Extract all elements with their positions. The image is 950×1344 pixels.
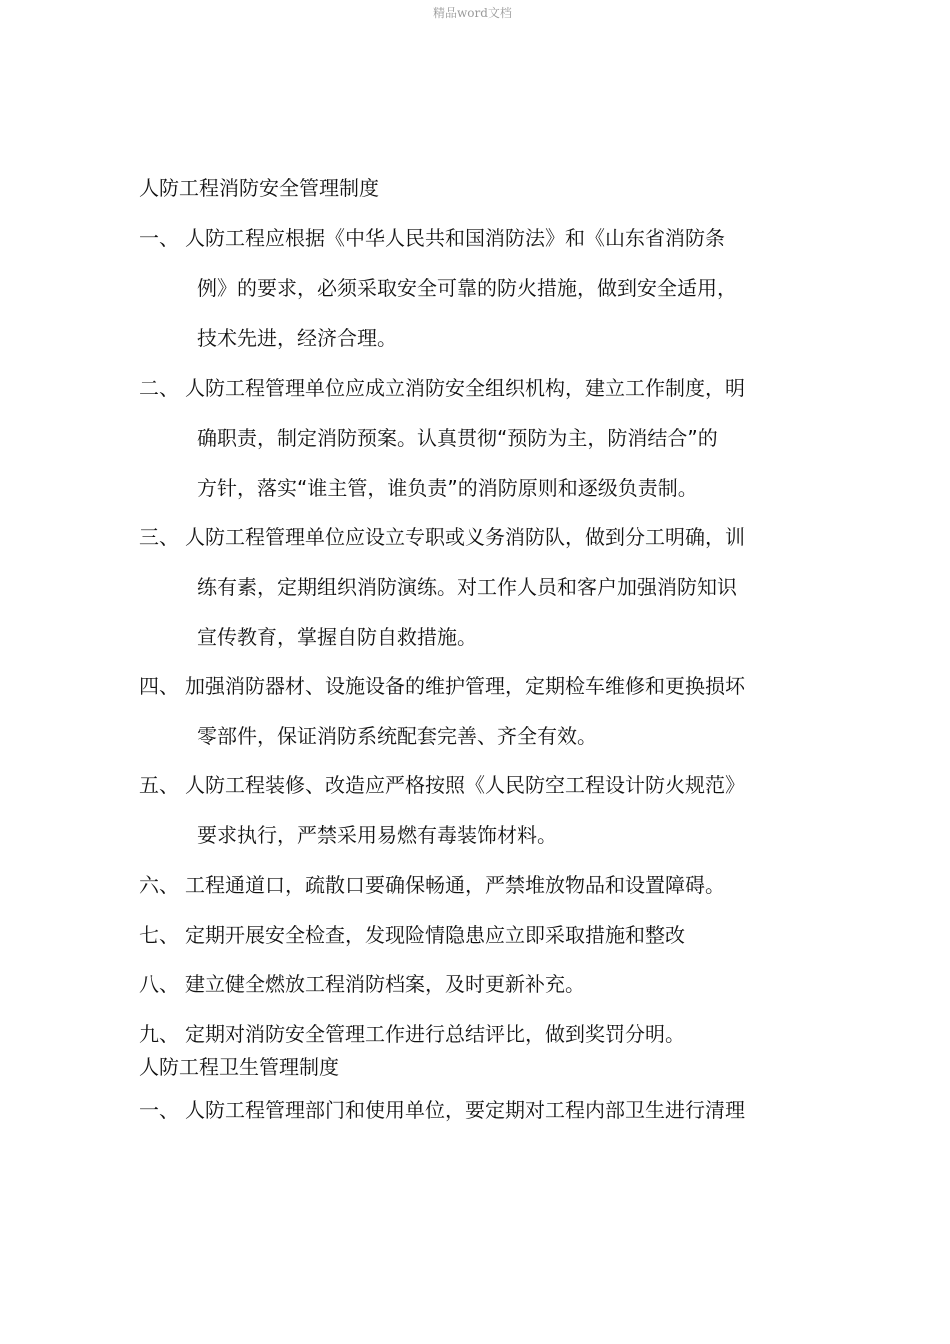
- section-title-fire-safety: 人防工程消防安全管理制度: [139, 176, 379, 200]
- item-line: 工程通道口，疏散口要确保畅通，严禁堆放物品和设置障碍。: [185, 873, 725, 897]
- list-item: [139, 1097, 829, 1147]
- item-line: 人防工程装修、改造应严格按照《人民防空工程设计防火规范》: [185, 773, 745, 797]
- item-line: 方针，落实“谁主管，谁负责”的消防原则和逐级负责制。: [197, 476, 698, 500]
- list-item: [139, 971, 829, 1021]
- list-item: [139, 524, 829, 674]
- item-line: 确职责，制定消防预案。认真贯彻“预防为主，防消结合”的: [197, 426, 718, 450]
- list-item: [139, 922, 829, 972]
- list-item: [139, 772, 829, 872]
- list-item: [139, 872, 829, 922]
- item-line: 加强消防器材、设施设备的维护管理，定期检车维修和更换损坏: [185, 674, 745, 698]
- section-title-sanitation: 人防工程卫生管理制度: [139, 1055, 339, 1079]
- item-number: 五、: [139, 773, 179, 797]
- item-line: 人防工程管理单位应成立消防安全组织机构，建立工作制度，明: [185, 376, 745, 400]
- list-item: [139, 375, 829, 525]
- item-line: 宣传教育，掌握自防自救措施。: [197, 625, 477, 649]
- item-line: 定期开展安全检查，发现险情隐患应立即采取措施和整改: [185, 923, 685, 947]
- item-line: 技术先进，经济合理。: [197, 326, 397, 350]
- item-line: 定期对消防安全管理工作进行总结评比，做到奖罚分明。: [185, 1022, 685, 1046]
- watermark-text: 精品word文档: [433, 6, 512, 20]
- item-number: 四、: [139, 674, 179, 698]
- item-number: 六、: [139, 873, 179, 897]
- item-line: 要求执行，严禁采用易燃有毒装饰材料。: [197, 823, 557, 847]
- item-number: 一、: [139, 1098, 179, 1122]
- item-line: 人防工程管理单位应设立专职或义务消防队，做到分工明确，训: [185, 525, 745, 549]
- item-line: 人防工程管理部门和使用单位，要定期对工程内部卫生进行清理: [185, 1098, 745, 1122]
- list-item: [139, 673, 829, 773]
- item-number: 九、: [139, 1022, 179, 1046]
- list-item: [139, 225, 829, 375]
- item-line: 练有素，定期组织消防演练。对工作人员和客户加强消防知识: [197, 575, 737, 599]
- item-number: 七、: [139, 923, 179, 947]
- item-number: 八、: [139, 972, 179, 996]
- item-line: 例》的要求，必须采取安全可靠的防火措施，做到安全适用，: [197, 276, 737, 300]
- item-line: 建立健全燃放工程消防档案，及时更新补充。: [185, 972, 585, 996]
- item-line: 人防工程应根据《中华人民共和国消防法》和《山东省消防条: [185, 226, 725, 250]
- item-number: 三、: [139, 525, 179, 549]
- item-number: 一、: [139, 226, 179, 250]
- item-line: 零部件，保证消防系统配套完善、齐全有效。: [197, 724, 597, 748]
- item-number: 二、: [139, 376, 179, 400]
